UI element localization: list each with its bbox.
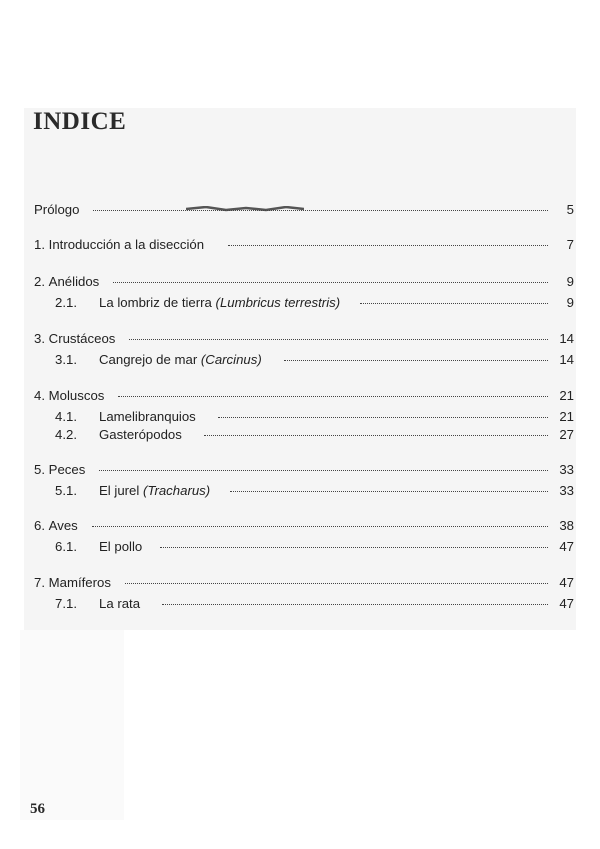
page-number: 56 — [30, 801, 45, 817]
toc-entry-number: 7.1. — [55, 596, 77, 611]
toc-entry-number: 4.1. — [55, 409, 77, 424]
toc-entry-lamelibranquios — [55, 409, 574, 427]
toc-entry-crustaceos — [34, 331, 574, 349]
toc-entry-number: 1. — [34, 237, 45, 252]
toc-entry-label: La rata — [99, 596, 141, 611]
toc-entry-number: 2. — [34, 274, 45, 289]
toc-entry-label: La lombriz de tierra — [99, 295, 212, 310]
toc-entry-page: 7 — [566, 237, 574, 252]
toc-entry-jurel — [55, 483, 574, 501]
toc-entry-label: Peces — [48, 462, 86, 477]
dot-leader — [284, 360, 548, 361]
toc-entry-page: 47 — [559, 539, 574, 554]
toc-entry-number: 3. — [34, 331, 45, 346]
toc-entry-lombriz — [55, 295, 574, 313]
toc-entry-cangrejo — [55, 352, 574, 370]
toc-entry-mamiferos — [34, 575, 574, 593]
dot-leader — [92, 526, 548, 527]
dot-leader — [129, 339, 548, 340]
toc-entry-pollo — [55, 539, 574, 557]
dot-leader — [160, 547, 548, 548]
toc-entry-label: El jurel — [99, 483, 140, 498]
toc-entry-label: Crustáceos — [48, 331, 116, 346]
dot-leader — [162, 604, 548, 605]
toc-entry-number: 3.1. — [55, 352, 77, 367]
toc-entry-number: 6.1. — [55, 539, 77, 554]
toc-entry-page: 27 — [559, 427, 574, 442]
toc-entry-page: 38 — [559, 518, 574, 533]
toc-entry-rata — [55, 596, 574, 614]
toc-entry-peces — [34, 462, 574, 480]
toc-entry-page: 21 — [559, 388, 574, 403]
toc-entry-label: Moluscos — [48, 388, 105, 403]
dot-leader — [125, 583, 548, 584]
toc-entry-scientific-name: (Tracharus) — [142, 483, 211, 498]
toc-entry-page: 14 — [559, 352, 574, 367]
toc-entry-page: 9 — [566, 295, 574, 310]
toc-entry-scientific-name: (Carcinus) — [200, 352, 262, 367]
toc-entry-label: Aves — [48, 518, 78, 533]
dot-leader — [93, 210, 548, 211]
toc-entry-page: 14 — [559, 331, 574, 346]
toc-entry-aves — [34, 518, 574, 536]
toc-entry-page: 9 — [566, 274, 574, 289]
toc-entry-scientific-name: (Lumbricus terrestris) — [215, 295, 341, 310]
toc-entry-page: 21 — [559, 409, 574, 424]
toc-entry-gasteropodos — [55, 427, 574, 445]
toc-entry-label: Introducción a la disección — [48, 237, 205, 252]
toc-entry-anelidos — [34, 274, 574, 292]
toc-entry-number: 5.1. — [55, 483, 77, 498]
toc-entry-label: Gasterópodos — [99, 427, 182, 442]
toc-entry-page: 33 — [559, 483, 574, 498]
toc-entry-number: 5. — [34, 462, 45, 477]
toc-entry-label: Anélidos — [48, 274, 100, 289]
toc-entry-label: Mamíferos — [48, 575, 111, 590]
dot-leader — [218, 417, 548, 418]
toc-entry-page: 5 — [566, 202, 574, 217]
toc-entry-introduccion — [34, 237, 574, 255]
page-title: INDICE — [33, 108, 127, 135]
dot-leader — [230, 491, 548, 492]
toc-entry-label: Lamelibranquios — [99, 409, 196, 424]
dot-leader — [204, 435, 548, 436]
toc-entry-moluscos — [34, 388, 574, 406]
dot-leader — [360, 303, 548, 304]
toc-entry-page: 47 — [559, 596, 574, 611]
toc-entry-number: 2.1. — [55, 295, 77, 310]
dot-leader — [99, 470, 548, 471]
toc-entry-label: Prólogo — [34, 202, 80, 217]
toc-entry-number: 4. — [34, 388, 45, 403]
toc-entry-label: Cangrejo de mar — [99, 352, 198, 367]
toc-entry-number: 4.2. — [55, 427, 77, 442]
toc-entry-number: 6. — [34, 518, 45, 533]
toc-entry-number: 7. — [34, 575, 45, 590]
toc-entry-page: 47 — [559, 575, 574, 590]
dot-leader — [118, 396, 548, 397]
toc-entry-label: El pollo — [99, 539, 143, 554]
toc-entry-prologo — [34, 202, 574, 220]
dot-leader — [113, 282, 548, 283]
dot-leader — [228, 245, 548, 246]
toc-entry-page: 33 — [559, 462, 574, 477]
